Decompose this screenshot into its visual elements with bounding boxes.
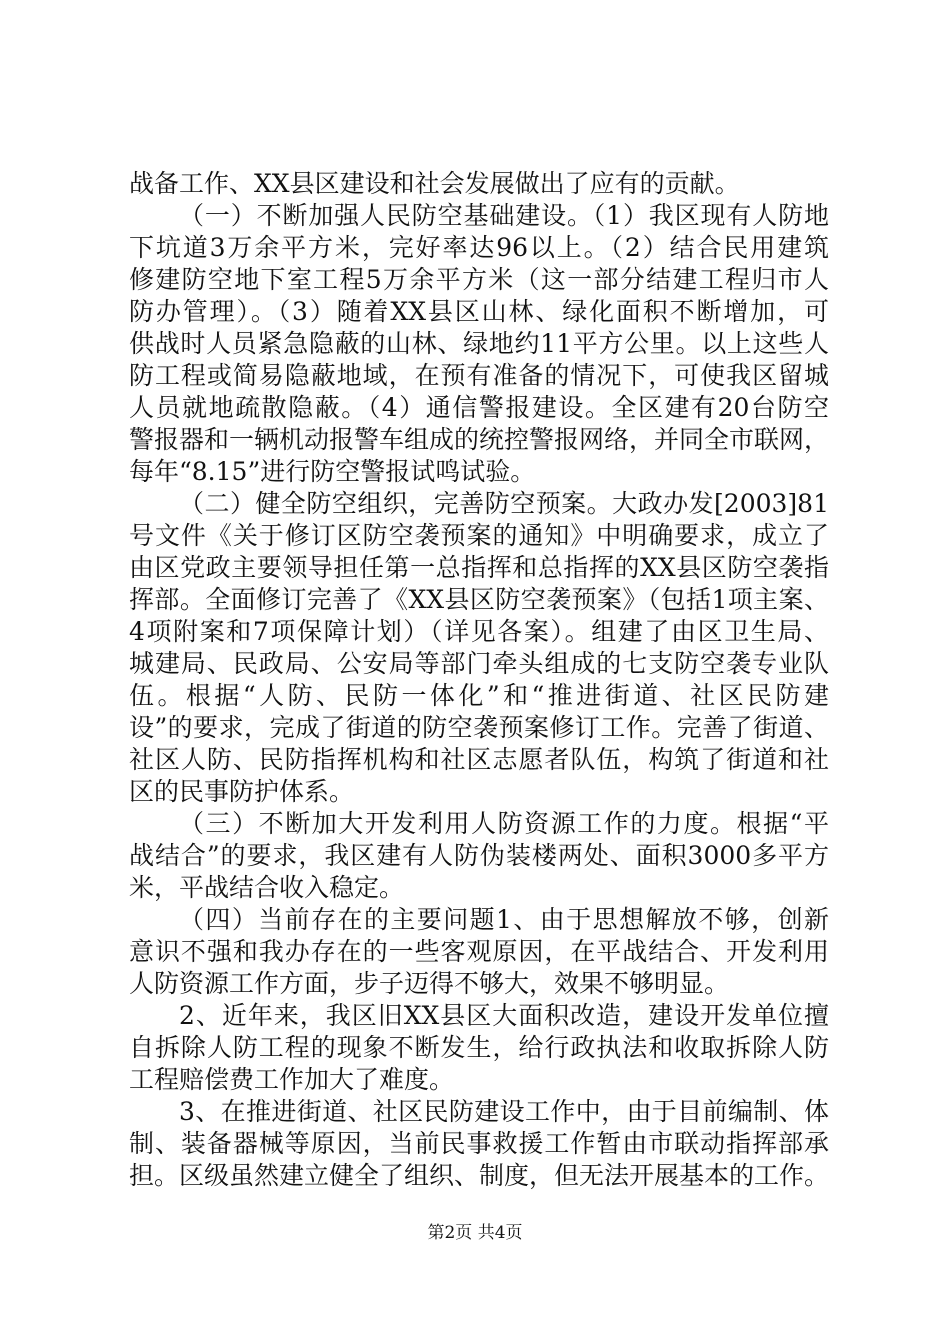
text-line: 制、装备器械等原因，当前民事救援工作暂由市联动指挥部承: [129, 1129, 829, 1158]
text-line: 伍。根据“人防、民防一体化”和“推进街道、社区民防建: [129, 681, 829, 710]
paragraph: [129, 1000, 829, 1096]
text-line: 修建防空地下室工程5万余平方米（这一部分结建工程归市人: [129, 265, 829, 294]
paragraph: [129, 904, 829, 1000]
text-line: 防工程或简易隐蔽地域，在预有准备的情况下，可使我区留城: [129, 361, 829, 390]
text-line: 战备工作、XX县区建设和社会发展做出了应有的贡献。: [129, 169, 740, 198]
text-line: 4项附案和7项保障计划）（详见各案）。组建了由区卫生局、: [129, 617, 829, 646]
paragraph: [129, 808, 829, 904]
text-line: 人员就地疏散隐蔽。（4）通信警报建设。全区建有20台防空: [129, 393, 829, 422]
text-line: 警报器和一辆机动报警车组成的统控警报网络，并同全市联网，: [129, 425, 830, 454]
text-line: （四）当前存在的主要问题1、由于思想解放不够，创新: [179, 905, 829, 934]
document-body: [129, 168, 829, 1192]
paragraph: [129, 1096, 829, 1192]
text-line: 由区党政主要领导担任第一总指挥和总指挥的XX县区防空袭指: [129, 553, 829, 582]
text-line: 每年“8.15”进行防空警报试鸣试验。: [129, 457, 536, 486]
text-line: 人防资源工作方面，步子迈得不够大，效果不够明显。: [129, 969, 730, 998]
text-line: 号文件《关于修订区防空袭预案的通知》中明确要求，成立了: [129, 521, 829, 550]
text-line: 供战时人员紧急隐蔽的山林、绿地约11平方公里。以上这些人: [129, 329, 829, 358]
text-line: 下坑道3万余平方米，完好率达96以上。（2）结合民用建筑: [129, 233, 829, 262]
text-line: 城建局、民政局、公安局等部门牵头组成的七支防空袭专业队: [129, 649, 829, 678]
text-line: 3、在推进街道、社区民防建设工作中，由于目前编制、体: [179, 1097, 829, 1126]
paragraph: [129, 488, 829, 808]
text-line: 挥部。全面修订完善了《XX县区防空袭预案》（包括1项主案、: [129, 585, 829, 614]
text-line: 工程赔偿费工作加大了难度。: [129, 1065, 455, 1094]
text-line: （三）不断加大开发利用人防资源工作的力度。根据“平: [179, 809, 829, 838]
text-line: 防办管理）。（3）随着XX县区山林、绿化面积不断增加，可: [129, 297, 829, 326]
paragraph: [129, 200, 829, 488]
paragraph: [129, 168, 829, 200]
text-line: 自拆除人防工程的现象不断发生，给行政执法和收取拆除人防: [129, 1033, 829, 1062]
page-footer: 第2页 共4页: [427, 1223, 523, 1243]
text-line: 设”的要求，完成了街道的防空袭预案修订工作。完善了街道、: [129, 713, 829, 742]
text-line: 战结合”的要求，我区建有人防伪装楼两处、面积3000多平方: [129, 841, 829, 870]
text-line: 米，平战结合收入稳定。: [129, 873, 405, 902]
text-line: 意识不强和我办存在的一些客观原因，在平战结合、开发利用: [129, 937, 829, 966]
text-line: 社区人防、民防指挥机构和社区志愿者队伍，构筑了街道和社: [129, 745, 829, 774]
text-line: 区的民事防护体系。: [129, 777, 355, 806]
text-line: （二）健全防空组织，完善防空预案。大政办发[2003]81: [179, 489, 829, 518]
text-line: 担。区级虽然建立健全了组织、制度，但无法开展基本的工作。: [129, 1161, 830, 1190]
text-line: （一）不断加强人民防空基础建设。（1）我区现有人防地: [179, 201, 829, 230]
text-line: 2、近年来，我区旧XX县区大面积改造，建设开发单位擅: [179, 1001, 829, 1030]
